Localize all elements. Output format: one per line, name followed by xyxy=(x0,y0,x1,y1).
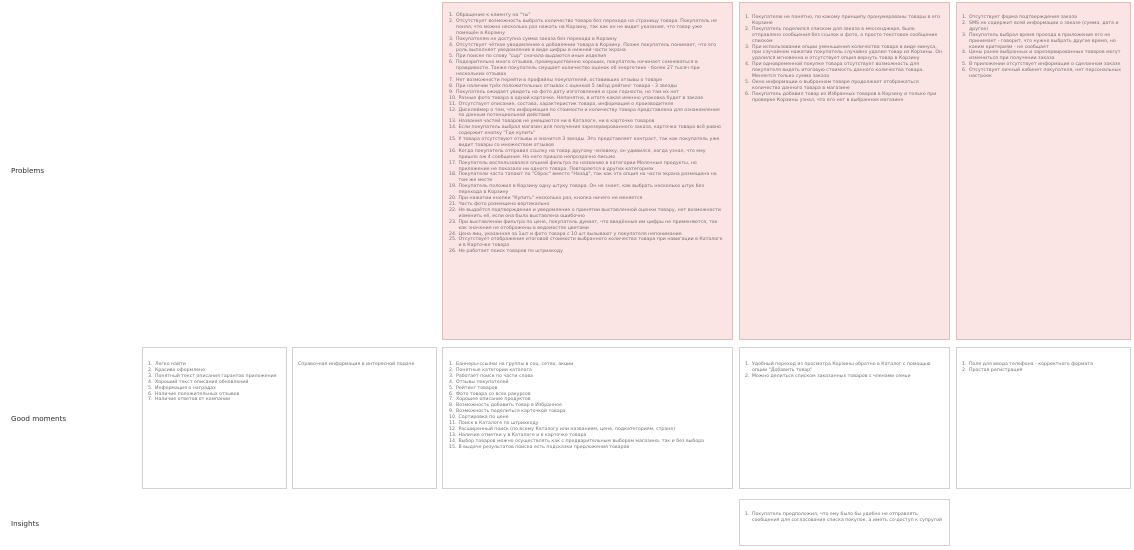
list-item-text: Обращение к клиенту на "ты" xyxy=(456,13,531,18)
list-item-text: У товара отсутствуют отзывы и значится 3 звезды. Это представляет контраст, так как покупатель уже видит товары со множеством отзывов xyxy=(458,137,720,148)
list-item-number: 1. xyxy=(745,512,750,517)
list-item-number: 21. xyxy=(449,202,457,207)
list-item-number: 2. xyxy=(745,373,750,379)
list-item-number: 24. xyxy=(449,231,457,237)
list-item-text: Когда покупатель отправил ссылку на товар другому человеку, он удивился, когда узнал, что ему пришло аж 4 сообщения. На него пришло непрозрачно письмо xyxy=(458,148,706,160)
list-item xyxy=(449,125,726,137)
list-item-text: Покупатель выбрал время проезда в приложение его не принимает - говорит, что нужно выбрать другое время, но каким критериям - не сообщает xyxy=(969,32,1116,50)
good-list-col4 xyxy=(745,362,944,380)
list-item-text: Можно делиться списком заказанных товаров с членами семьи xyxy=(752,373,911,379)
list-item-number: 1. xyxy=(962,15,967,20)
list-item-text: Хороший текст описания обновлений xyxy=(155,379,249,385)
list-item-text: Если покупатель выбрал магазин для получения зарезервированного заказа, карточка товара всё равно содержит кнопку "Где купить" xyxy=(458,125,721,137)
list-item-number: 25. xyxy=(449,237,457,243)
list-item-number: 11. xyxy=(449,101,457,107)
list-item xyxy=(449,60,726,78)
list-item-number: 5. xyxy=(962,62,967,68)
list-item-text: Покупатель добавил товар из Избранных товаров в Корзину и только при проверке Корзины узнал, что его нет в выбранном магазине xyxy=(752,91,937,103)
list-item-text: При выставлении фильтра по цене, покупатель думает, что введённые им цифры не применяются, так как значения не отображены в ведомостях цветами xyxy=(458,219,718,231)
list-item-number: 4. xyxy=(962,50,967,56)
list-item-text: Отсутствует описание, состава, характеристик товара, информация о производителе xyxy=(458,101,674,107)
list-item-text: В приложении отсутствует информация о сделанном заказе xyxy=(969,62,1121,68)
good-list-col5 xyxy=(962,362,1125,374)
list-item-text: Покупатель поделился списком для заказа в мессенджере, было отправлено сообщения без ссылок и фото, а просто текстовое сообщение списком xyxy=(752,26,938,44)
list-item-text: Отсутствует чёткое уведомление о добавлении товара в Корзину. Позже покупатель понимает, что его роль выполняет уведомление в виде цифры в нижней части экрана xyxy=(456,42,717,54)
list-item-text: Простая регистрация xyxy=(969,367,1023,373)
list-item-number: 16. xyxy=(449,148,457,154)
list-item-number: 3. xyxy=(745,44,750,50)
list-item-number: 9. xyxy=(449,89,454,95)
list-item-text: Хорошее описание продуктов xyxy=(456,397,531,403)
good-card-col2 xyxy=(292,347,437,489)
good-card-col4 xyxy=(739,347,950,489)
list-item-number: 3. xyxy=(449,36,454,42)
list-item-number: 4. xyxy=(449,379,454,385)
list-item-text: Сортировка по цене xyxy=(458,415,509,421)
list-item-number: 15. xyxy=(449,137,457,143)
insights-list-col4 xyxy=(745,512,944,524)
list-item-number: 2. xyxy=(962,367,967,373)
list-item xyxy=(962,68,1124,80)
list-item-text: При наличии трёх положительных отзывах с оценкой 5 звёзд рейтинг товара - 3 звезды xyxy=(456,83,678,89)
list-item-text: Понятные категории каталога xyxy=(456,367,532,373)
list-item-number: 8. xyxy=(449,83,454,89)
list-item-text: Выбор товаров можно осуществлять как с предварительным выбором магазина, так и без выбора xyxy=(458,438,705,444)
list-item-text: Разные фото товара в одной карточке. Непонятно, в итоге какая именно упаковка будет в заказе xyxy=(458,95,704,101)
list-item-number: 3. xyxy=(962,32,967,38)
list-item-number: 23. xyxy=(449,219,457,225)
list-item-text: Названия частей товаров не умещаются ни в Каталоге, ни в карточке товаров xyxy=(458,119,655,125)
list-item xyxy=(962,50,1124,62)
list-item-number: 1. xyxy=(962,362,967,367)
list-item-text: Покупатель ожидает увидеть на фото дату изготовления и срок годности, но там их нет xyxy=(456,89,680,95)
problems-card-col3 xyxy=(442,2,733,340)
list-item-number: 2. xyxy=(148,367,153,373)
list-item-text: Возможность добавить товар в Избранное xyxy=(456,403,562,409)
good-card-col3 xyxy=(442,347,733,489)
list-item-text: Работает поиск по части слова xyxy=(456,373,534,379)
good-card-col5 xyxy=(956,347,1131,489)
list-item xyxy=(449,108,726,120)
list-item-number: 1. xyxy=(148,362,153,367)
list-item-number: 12. xyxy=(449,426,457,432)
list-item-number: 5. xyxy=(449,385,454,391)
list-item-text: Покупателю не понятно, по какому принципу пронумерованы товары в его Корзине xyxy=(752,15,940,26)
list-item xyxy=(449,220,726,232)
list-item-text: Покупатель предположил, что ему было бы удобно не отправлять сообщения для согласования списка покупок, а иметь со-доступ к супругой xyxy=(752,512,943,523)
list-item-text: Понятный текст описания гарантов приложения xyxy=(155,373,277,379)
list-item-text: Окно информации о выбранном товаре продолжает отображаться количество данного товара в магазине xyxy=(752,79,919,91)
list-item-number: 6. xyxy=(148,391,153,397)
row-label-insights: Insights xyxy=(11,519,40,528)
list-item xyxy=(449,445,726,451)
list-item-number: 1. xyxy=(449,13,454,18)
list-item-text: Наличие положительных отзывов xyxy=(155,391,240,397)
list-item-text: Нет возможности перейти в профайлы покупателей, оставивших отзывы о товаре xyxy=(456,77,662,83)
problems-card-col5 xyxy=(956,2,1131,340)
list-item-number: 12. xyxy=(449,107,457,113)
list-item-number: 2. xyxy=(962,20,967,26)
list-item-text: Дисклеймер о том, что информация по стоимости и количеству товара представлена для ознакомления по данным потенциальной действий xyxy=(458,107,720,119)
list-item-number: 19. xyxy=(449,184,457,190)
list-item-text: Покупателям не доступна сумма заказа без перехода в Корзину xyxy=(456,36,617,42)
list-item-number: 4. xyxy=(148,379,153,385)
list-item-number: 6. xyxy=(449,60,454,66)
list-item-text: Расширенный поиск (по всему Каталогу или названиям, цене, подкатегориям, стране) xyxy=(458,426,676,432)
list-item-text: Баннеры-ссылки на группы в соц. сетях, акции xyxy=(456,362,574,367)
list-item-text: При одновременной покупке товара отсутствует возможность для покупателя видеть итоговую стоимость данного количества товара. Меняется только сумма заказа xyxy=(752,62,924,80)
list-item-text: Отсутствует отображение итоговой стоимости выбранного количества товара при навигации в Каталоге и в Карточке товара xyxy=(458,237,723,249)
list-item-number: 9. xyxy=(449,409,454,415)
row-label-problems: Problems xyxy=(11,166,45,175)
list-item-text: Отзывы покупателей xyxy=(456,379,509,385)
list-item-text: Отсутствует личный кабинет покупателя, нет персональных настроек xyxy=(969,68,1122,80)
list-item-text: Удобный переход из просмотра Корзины обратно в Каталог с помощью опции "Добавить товар" xyxy=(752,362,931,373)
list-item-number: 20. xyxy=(449,196,457,202)
list-item-text: Не выдаётся подтверждение и уведомление о принятии выставленной оценки товару, нет возможности изменить её, если она была выставлена ошибочно xyxy=(458,207,721,219)
list-item xyxy=(449,172,726,184)
good-list-col3 xyxy=(449,362,726,451)
row-label-good-moments: Good moments xyxy=(11,414,67,423)
list-item-number: 15. xyxy=(449,444,457,450)
list-item-number: 2. xyxy=(449,367,454,373)
good-list-col1 xyxy=(148,362,281,403)
list-item-text: Не работает поиск товаров по штрихкоду xyxy=(458,249,563,255)
list-item xyxy=(745,27,943,45)
list-item xyxy=(745,45,943,63)
list-item-number: 4. xyxy=(745,62,750,68)
list-item-text: Наличие ответов от компании xyxy=(155,397,231,403)
list-item xyxy=(745,512,944,524)
list-item-number: 7. xyxy=(449,397,454,403)
list-item-number: 18. xyxy=(449,172,457,178)
list-item xyxy=(745,15,943,27)
list-item-text: Покупатели часто тапают по "Сброс" вместо "Назад", так как эта опция на части экрана размещена на том же месте xyxy=(458,172,717,184)
list-item-text: Наличие отметки у в Каталоге и в карточке товара xyxy=(458,432,587,438)
list-item-text: Информация о наградах xyxy=(155,385,216,391)
list-item xyxy=(148,397,281,403)
list-item-number: 6. xyxy=(449,391,454,397)
list-item-text: При нажатии кнопки "Купить" несколько раз, кнопка ничего не меняется xyxy=(458,196,643,202)
list-item xyxy=(962,21,1124,33)
list-item-text: Красиво оформлено xyxy=(155,367,205,373)
list-item-number: 26. xyxy=(449,249,457,255)
list-item-number: 8. xyxy=(449,403,454,409)
list-item-text: При использовании опции уменьшения количества товара в виде минуса, при случайном нажатии покупатель случайно удалил товар из Корзины. Он удалился мгновенно и отсутствует опция вернуть товар в Корзину xyxy=(752,44,943,62)
list-item-number: 6. xyxy=(745,91,750,97)
list-item-text: Легко найти xyxy=(155,362,186,367)
list-item-number: 14. xyxy=(449,125,457,131)
list-item-text: В выдаче результатов поиска есть подсказки предложения товаров xyxy=(458,444,630,450)
good-text-col2: Справочная информация в интересной подаче xyxy=(298,362,415,367)
list-item-text: Возможность поделиться карточкой товара xyxy=(456,409,566,415)
list-item-number: 7. xyxy=(148,397,153,403)
list-item-number: 5. xyxy=(745,79,750,85)
list-item-number: 4. xyxy=(449,42,454,48)
list-item-number: 7. xyxy=(449,77,454,83)
list-item-text: Покупатель положил в Корзину одну штуку товара. Он не знает, как выбрать несколько штук без перехода в Корзину xyxy=(458,184,704,196)
list-item-text: Отсутствует возможность выбрать количество товара без перехода на страницу товара. Покупатель не понял, что можно несколько раз нажать на Корзину, так как он не видит указания, что товар уже помещён в Корзину xyxy=(456,18,718,36)
list-item-number: 13. xyxy=(449,432,457,438)
list-item-text: Часть фото размещено вертикально xyxy=(458,202,550,207)
list-item-number: 17. xyxy=(449,160,457,166)
list-item-number: 5. xyxy=(148,385,153,391)
list-item xyxy=(745,374,944,380)
list-item xyxy=(449,149,726,161)
list-item-number: 10. xyxy=(449,95,457,101)
problems-list-col4 xyxy=(745,15,943,104)
list-item xyxy=(449,184,726,196)
list-item-number: 13. xyxy=(449,119,457,125)
good-card-col1 xyxy=(142,347,287,489)
list-item xyxy=(745,62,943,80)
problems-list-col3 xyxy=(449,13,726,255)
list-item-number: 14. xyxy=(449,438,457,444)
list-item-text: Поиск в Каталоге по штрихкоду xyxy=(458,421,539,427)
list-item xyxy=(449,161,726,173)
list-item-text: Рейтинг товаров xyxy=(456,385,498,391)
list-item-text: Покупатель воспользовался опцией фильтра по названию в категории Молочные продукты, но приложение не показало ни одного товара. Повторяется в других категориях xyxy=(458,160,697,172)
list-item-number: 6. xyxy=(962,68,967,74)
list-item-number: 1. xyxy=(745,15,750,20)
list-item-number: 1. xyxy=(745,362,750,367)
list-item xyxy=(449,43,726,55)
list-item xyxy=(745,92,943,104)
list-item-number: 3. xyxy=(449,373,454,379)
list-item-number: 2. xyxy=(745,26,750,32)
list-item-text: SMS не содержит всей информации о заказе (сумма, дата и другое) xyxy=(969,20,1119,32)
list-item-text: Поле для ввода телефона - корректного формата xyxy=(969,362,1093,367)
list-item-number: 11. xyxy=(449,421,457,427)
list-item xyxy=(962,33,1124,51)
list-item xyxy=(449,249,726,255)
list-item-number: 5. xyxy=(449,54,454,60)
list-item xyxy=(449,237,726,249)
list-item-number: 1. xyxy=(449,362,454,367)
insights-card-col4 xyxy=(739,499,950,546)
list-item xyxy=(745,362,944,374)
list-item-number: 3. xyxy=(148,373,153,379)
problems-list-col5 xyxy=(962,15,1124,80)
list-item-number: 2. xyxy=(449,18,454,24)
list-item xyxy=(449,208,726,220)
list-item-text: Фото товара со всех ракурсов xyxy=(456,391,531,397)
list-item-number: 10. xyxy=(449,415,457,421)
list-item-number: 22. xyxy=(449,207,457,213)
list-item xyxy=(449,19,726,37)
list-item-text: При поиске по слову "сыр" сначала выдаются иные изделия xyxy=(456,54,607,60)
list-item-text: Отсутствует форма подтверждения заказа xyxy=(969,15,1077,20)
list-item xyxy=(449,137,726,149)
list-item xyxy=(745,80,943,92)
problems-card-col4 xyxy=(739,2,950,340)
list-item-text: Цены ранее выбранных и зарезервированных товаров могут измениться при получении заказа xyxy=(969,50,1121,62)
list-item-text: Цена яиц, указанная за 1шт и фото товара с 10 шт вызывают у покупателя непонимание xyxy=(458,231,682,237)
list-item-text: Подозрительно много отзывов, преимущественно хороших, покупатель начинает сомневаться в правдивости. Также покупатель смущает количество оценок об энергетике - более 27 тысяч при нескольких отзывах xyxy=(456,60,700,78)
list-item xyxy=(962,368,1125,374)
